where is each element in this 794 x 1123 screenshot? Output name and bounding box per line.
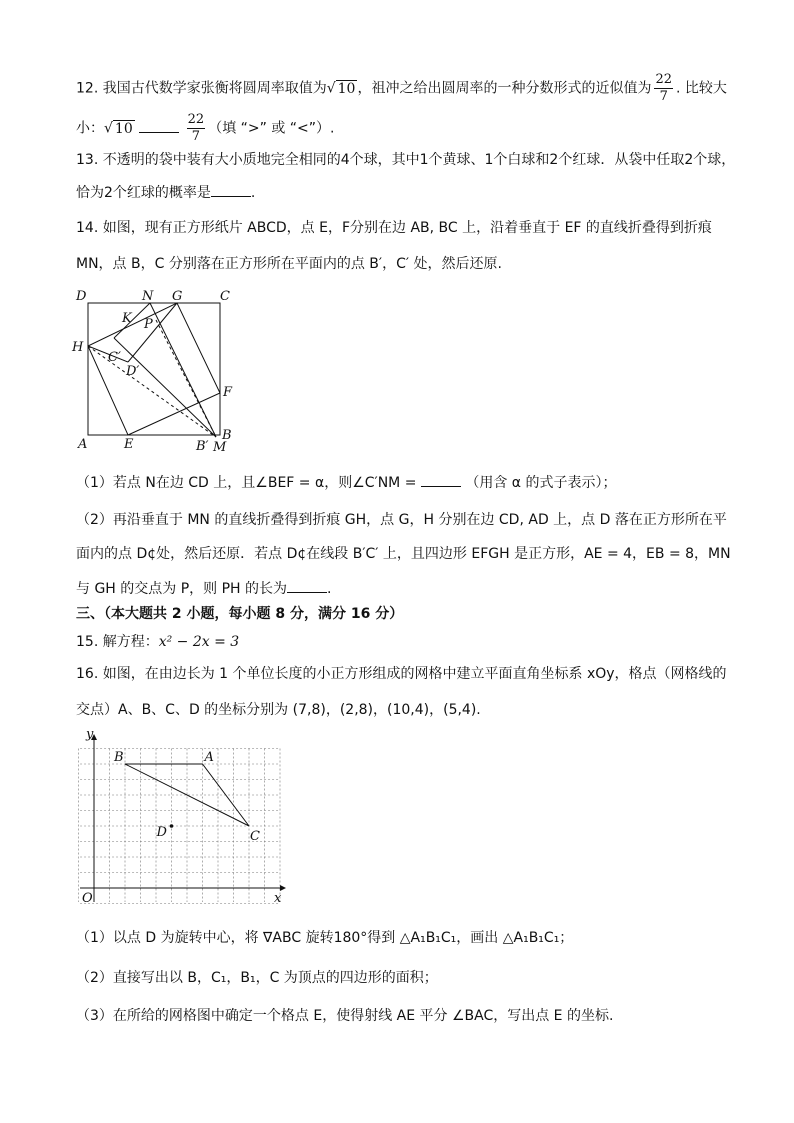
sqrt-expression: √ 10 <box>326 80 356 97</box>
label-D-prime: D′ <box>126 364 140 379</box>
label-y-axis: y <box>86 727 94 742</box>
q13-line-2: 恰为2个红球的概率是 . <box>76 182 255 203</box>
label-G: G <box>172 289 183 304</box>
label-B: B <box>222 428 232 443</box>
q16-part2: （2）直接写出以 B，C₁，B₁，C 为顶点的四边形的面积； <box>76 970 438 986</box>
fraction-22-7: $\frac{22}{7}$ <box>655 72 673 104</box>
q15: 15. 解方程：x² − 2x = 3 <box>76 634 240 650</box>
q16-part3: （3）在所给的网格图中确定一个格点 E，使得射线 AE 平分 ∠BAC，写出点 E 的坐标. <box>76 1008 614 1024</box>
q12-text-a: 12. 我国古代数学家张衡将圆周率取值为 <box>76 80 327 97</box>
q14-line-1: 14. 如图，现有正方形纸片 ABCD，点 E，F分别在边 AB, BC 上，沿着垂直于 EF 的直线折叠得到折痕 <box>76 220 712 236</box>
square-abcd <box>88 303 220 435</box>
label-E: E <box>124 437 134 452</box>
q16-coordinate-grid <box>66 726 292 910</box>
label-B-prime: B′ <box>196 439 209 454</box>
q14-part2-line-1: （2）再沿垂直于 MN 的直线折叠得到折痕 GH，点 G，H 分别在边 CD, AD 上，点 D 落在正方形所在平 <box>76 512 727 528</box>
q14-figure <box>66 286 246 456</box>
label-C: C <box>220 289 230 304</box>
q13-line-1: 13. 不透明的袋中装有大小质地完全相同的4个球，其中1个黄球、1个白球和2个红球．从袋中任取2个球， <box>76 152 736 168</box>
label-A: A <box>78 437 88 452</box>
label-M: M <box>213 440 227 455</box>
q13-answer-blank[interactable] <box>211 182 251 197</box>
q16-part1: （1）以点 D 为旋转中心，将 ∇ABC 旋转180°得到 △A₁B₁C₁，画出 △A₁B₁C₁； <box>76 930 574 946</box>
label-x-axis: x <box>274 891 282 906</box>
label-point-C: C <box>250 829 260 844</box>
section-3-heading: 三、（本大题共 2 小题，每小题 8 分，满分 16 分） <box>76 606 404 622</box>
q14-part2-line-3: 与 GH 的交点为 P，则 PH 的长为 . <box>76 578 332 599</box>
q14-part1: （1）若点 N在边 CD 上，且∠BEF = α，则∠C′NM = （用含 α 的式子表示）； <box>76 472 616 493</box>
q14-part2-line-2: 面内的点 D¢处，然后还原．若点 D¢在线段 B′C′ 上，且四边形 EFGH 是正方形，AE = 4，EB = 8，MN <box>76 546 731 562</box>
label-C-prime: C′ <box>108 350 121 365</box>
label-H: H <box>72 340 84 355</box>
label-point-A: A <box>204 750 214 765</box>
label-point-D: D <box>156 825 167 840</box>
q14-line-2: MN，点 B，C 分别落在正方形所在平面内的点 B′，C′ 处，然后还原. <box>76 256 502 272</box>
label-point-B: B <box>114 750 124 765</box>
label-K: K <box>122 311 132 326</box>
grid-lines <box>79 749 281 904</box>
q12-line-1: 12. 我国古代数学家张衡将圆周率取值为√ 10 ，祖冲之给出圆周率的一种分数形式的近似值为 $\frac{22}{7}$ . 比较大 <box>76 72 727 104</box>
q14-part1-blank[interactable] <box>421 472 461 487</box>
label-P: P <box>144 317 153 332</box>
quad-efgh <box>88 303 220 435</box>
segment-d1g <box>128 303 177 362</box>
label-N: N <box>142 289 154 304</box>
label-origin: O <box>82 891 93 906</box>
q15-equation: x² − 2x = 3 <box>158 634 240 650</box>
label-D: D <box>76 289 87 304</box>
q16-line-2: 交点）A、B、C、D 的坐标分别为 (7,8)，(2,8)，(10,4)，(5,4). <box>76 702 481 718</box>
q16-line-1: 16. 如图，在由边长为 1 个单位长度的小正方形组成的网格中建立平面直角坐标系 xOy，格点（网格线的 <box>76 666 727 682</box>
q12-answer-blank[interactable] <box>139 118 179 133</box>
q14-part2-blank[interactable] <box>287 578 327 593</box>
q12-line-2: 小：√ 10 $\frac{22}{7}$ （填 “>” 或 “<”）. <box>76 112 335 144</box>
label-F: F <box>223 385 233 400</box>
point-D-dot <box>170 824 174 828</box>
